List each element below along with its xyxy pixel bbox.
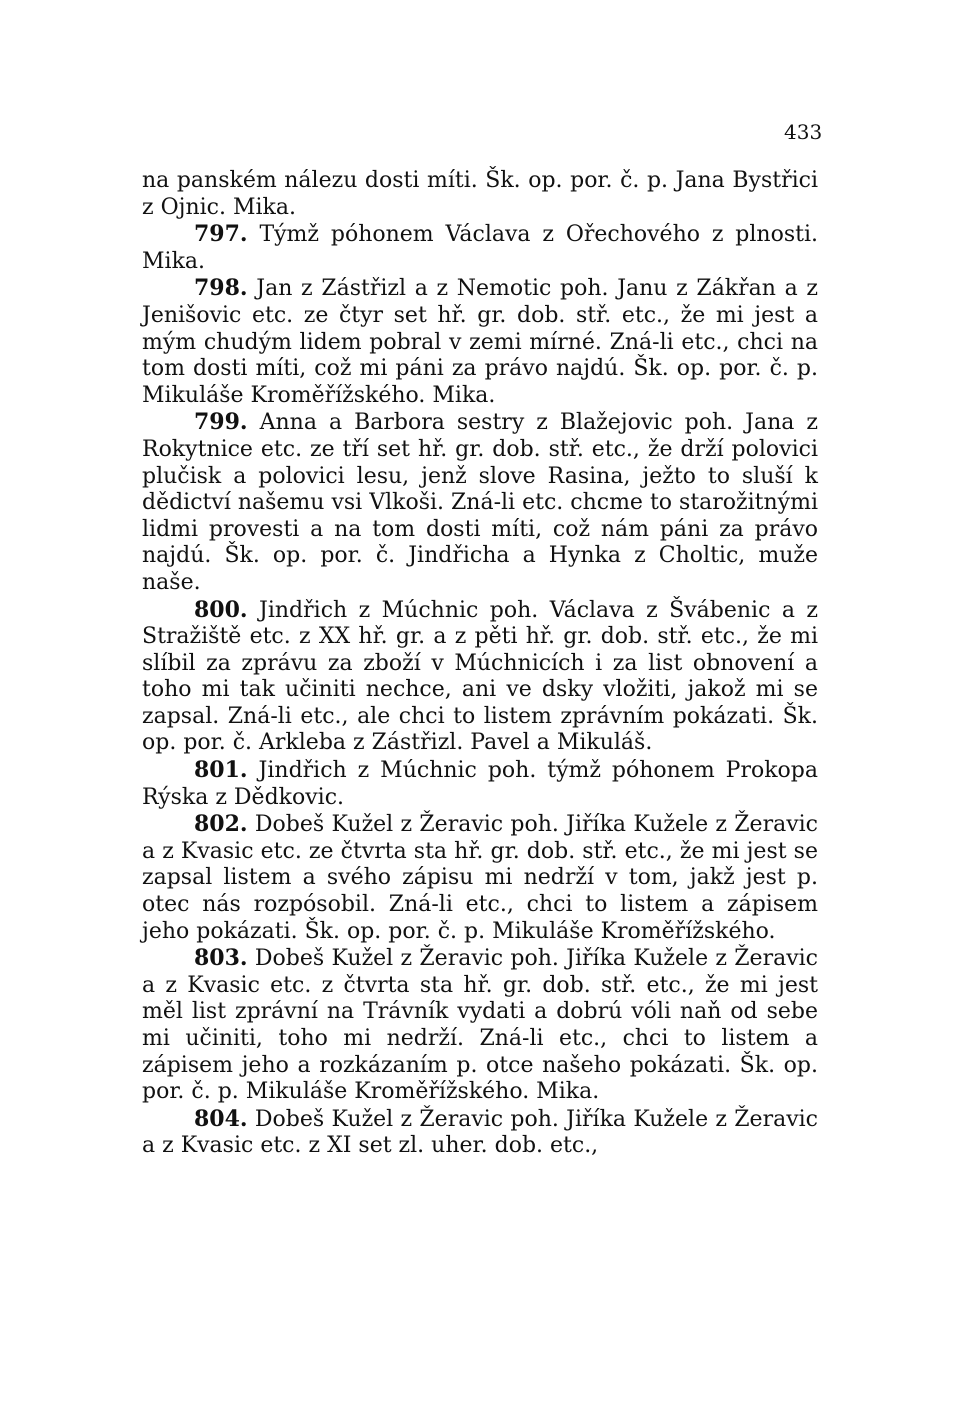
- entry-text: Jindřich z Múchnic poh. Václava z Švábenic a z Stražiště etc. z XX hř. gr. a z pěti hř. gr. dob. stř. etc., že mi slíbil za zprávu za zboží v Múchnicích i za list obnovení a toho mi tak učiniti nechce, ani ve dsky vložiti, jakož mi se zapsal. Zná-li etc., ale chci to listem zprávním pokázati. Šk. op. por. č. Arkleba z Zástřizl. Pavel a Mikuláš.: [142, 597, 818, 756]
- entry-number: 800.: [194, 596, 248, 623]
- entry-text: Týmž póhonem Václava z Ořechového z plnosti. Mika.: [142, 222, 818, 274]
- entry-number: 801.: [194, 757, 248, 784]
- entry-number: 803.: [194, 945, 248, 972]
- entry-text: Anna a Barbora sestry z Blažejovic poh. Jana z Rokytnice etc. ze tří set hř. gr. dob. stř. etc., že drží polovici plučisk a polovici lesu, jenž slove Rasina, ježto to sluší k dědictví našemu vsi Vlkoši. Zná-li etc. chcme to starožitnými lidmi provesti a na tom dosti míti, což nám páni za právo najdú. Šk. op. por. č. Jindřicha a Hynka z Choltic, muže naše.: [142, 410, 818, 595]
- paragraph-continued: [142, 168, 818, 221]
- entry-text: Dobeš Kužel z Žeravic poh. Jiříka Kužele z Žeravic a z Kvasic etc. ze čtvrta sta hř. gr. dob. stř. etc., že mi jest se zapsal listem a svého zápisu mi nedrží v tom, jakž jest p. otec nás rozpósobil. Zná-li etc., chci to listem a zápisem jeho pokázati. Šk. op. por. č. p. Mikuláše Kroměřížského.: [142, 812, 818, 944]
- entry-800: [142, 597, 818, 758]
- entry-text: Dobeš Kužel z Žeravic poh. Jiříka Kužele z Žeravic a z Kvasic etc. z čtvrta sta hř. gr. dob. stř. etc., že mi jest měl list zprávní na Trávník vydati a dobrú vóli naň od sebe mi učiniti, toho mi nedrží. Zná-li etc., chci to listem a zápisem jeho a rozkázaním p. otce našeho pokázati. Šk. op. por. č. p. Mikuláše Kroměřížského. Mika.: [142, 946, 818, 1105]
- entry-number: 804.: [194, 1105, 248, 1132]
- entry-799: [142, 409, 818, 596]
- entry-802: [142, 811, 818, 945]
- entry-text: Jindřich z Múchnic poh. týmž póhonem Prokopa Rýska z Dědkovic.: [142, 758, 818, 810]
- entry-text: Jan z Zástřizl a z Nemotic poh. Janu z Zákřan a z Jenišovic etc. ze čtyr set hř. gr. dob. stř. etc., že mi jest a mým chudým lidem pobral v zemi mírné. Zná-li etc., chci na tom dosti míti, což mi páni za právo najdú. Šk. op. por. č. p. Mikuláše Kroměřížského. Mika.: [142, 276, 818, 408]
- entry-number: 802.: [194, 811, 248, 838]
- entry-803: [142, 945, 818, 1106]
- entry-number: 797.: [194, 221, 248, 248]
- entry-number: 799.: [194, 409, 248, 436]
- entry-798: [142, 275, 818, 409]
- document-body: [142, 168, 818, 1160]
- entry-804: [142, 1106, 818, 1160]
- entry-797: [142, 221, 818, 275]
- page-number: 433: [784, 120, 823, 144]
- entry-number: 798.: [194, 275, 248, 302]
- entry-text: Dobeš Kužel z Žeravic poh. Jiříka Kužele z Žeravic a z Kvasic etc. z XI set zl. uher. dob. etc.,: [142, 1106, 818, 1159]
- entry-801: [142, 757, 818, 811]
- paragraph-text: na panském nálezu dosti míti. Šk. op. por. č. p. Jana Bystřici z Ojnic. Mika.: [142, 168, 818, 220]
